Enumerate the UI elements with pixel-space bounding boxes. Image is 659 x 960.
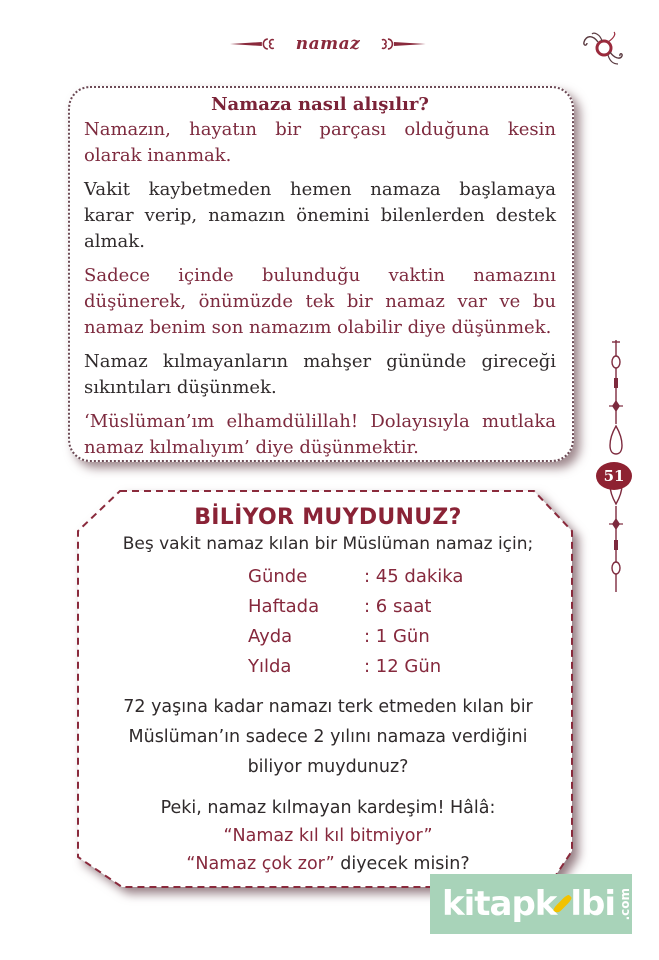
watermark-logo <box>430 874 632 934</box>
watermark-text-left: kitapk <box>442 884 557 924</box>
stat-label: Haftada <box>248 596 320 617</box>
closing-line: Peki, namaz kılmayan kardeşim! Hâlâ: <box>160 798 496 818</box>
closing-paragraph <box>82 794 574 878</box>
left-flourish-icon <box>228 36 288 52</box>
stat-row <box>248 652 574 682</box>
did-you-know-intro: Beş vakit namaz kılan bir Müslüman namaz için; <box>122 534 534 554</box>
paragraph-line: 72 yaşına kadar namazı terk etmeden kılan bir <box>123 697 533 717</box>
stat-value: : 12 Gün <box>364 656 442 677</box>
corner-flourish-icon <box>578 28 628 68</box>
paragraph-line: biliyor muydunuz? <box>247 757 409 777</box>
right-flourish-icon <box>368 36 428 52</box>
did-you-know-heading: BİLİYOR MUYDUNUZ? <box>194 505 462 530</box>
tip-paragraph: ‘Müslüman’ım elhamdülillah! Dolayısıyla mutlaka namaz kılmalıyım’ diye düşünmektir. <box>84 411 556 458</box>
stat-value: : 6 saat <box>364 596 432 617</box>
stat-row <box>248 622 574 652</box>
did-you-know-box <box>72 487 584 891</box>
stat-row <box>248 562 574 592</box>
did-you-know-paragraph <box>82 692 574 782</box>
closing-quote-1: “Namaz kıl kıl bitmiyor” <box>223 826 433 846</box>
closing-quote-2: “Namaz çok zor” <box>186 854 335 874</box>
tips-heading: Namaza nasıl alışılır? <box>211 94 429 115</box>
tip-paragraph: Sadece içinde bulunduğu vaktin namazını düşünerek, önümüzde tek bir namaz var ve bu namaz benim son namazım olabilir diye düşünmek. <box>84 265 556 338</box>
header-title: namaz <box>295 34 361 54</box>
stat-value: : 45 dakika <box>364 566 464 587</box>
watermark-text-right: lbi <box>570 884 615 924</box>
stats-list <box>248 562 574 682</box>
page-header <box>228 30 428 58</box>
tip-paragraph: Namazın, hayatın bir parçası olduğuna kesin olarak inanmak. <box>84 119 556 166</box>
tip-paragraph: Namaz kılmayanların mahşer gününde gireceği sıkıntıları düşünmek. <box>84 351 556 398</box>
closing-tail: diyecek misin? <box>334 854 470 874</box>
stat-label: Yılda <box>248 656 292 677</box>
stat-label: Ayda <box>248 626 293 647</box>
stat-value: : 1 Gün <box>364 626 430 647</box>
watermark-suffix: .com <box>618 887 632 921</box>
page-number-badge: 51 <box>596 462 632 490</box>
stat-row <box>248 592 574 622</box>
stat-label: Günde <box>248 566 308 587</box>
paragraph-line: Müslüman’ın sadece 2 yılını namaza verdiğini <box>128 727 528 747</box>
tip-paragraph: Vakit kaybetmeden hemen namaza başlamaya karar verip, namazın önemini bilenlerden destek almak. <box>84 179 556 252</box>
tips-box <box>68 86 574 462</box>
